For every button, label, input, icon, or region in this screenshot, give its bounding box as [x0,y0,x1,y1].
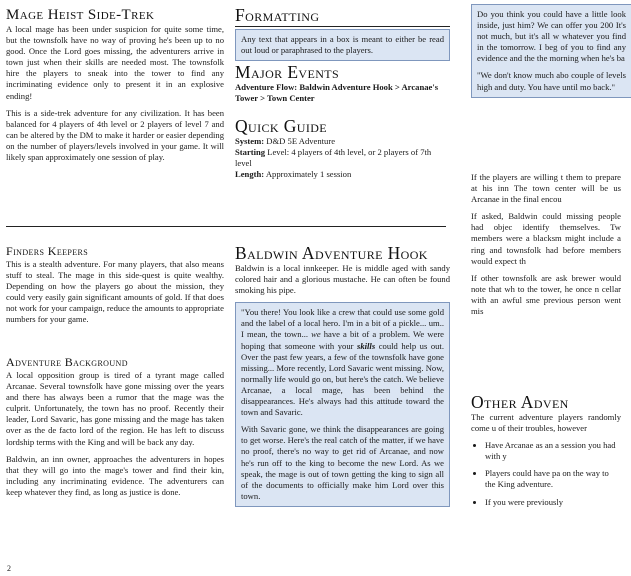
finders-keepers-text: This is a stealth adventure. For many players, that also means stuff to steal. The mage in this side-quest is quite wealthy. Depending on how the players go about the mission, they could very easily gain significant amounts of gold. If that does not work for your campaign, reduce the amounts to appropriate numbers for your game. [6,259,224,325]
quick-guide-title: Quick Guide [235,116,328,136]
finders-keepers-title: Finders Keepers [6,244,89,258]
adventure-background-p1: A local opposition group is tired of a tyrant mage called Arcanae. Several townsfolk have gone missing over the years and there has always been a rumor that the mage was the culprit. Unfortunately, the town has no proof. Recently their leader, Lord Savaric, has gone missing and the mage has taken over as the de facto lord of the region. He has left to discuss lordship terms with the King and will be back any day. [6,370,224,447]
adventure-background-title: Adventure Background [6,355,128,369]
formatting-box-text: Any text that appears in a box is meant to either be read out loud or paraphrased to the players. [241,34,444,56]
formatting-section [235,5,450,61]
baldwin-hook-text: Baldwin is a local innkeeper. He is middle aged with sandy colored hair and a glorious mustache. He can often be found smoking his pipe. [235,263,450,296]
baldwin-hook-section [235,243,450,507]
major-events-section [235,62,450,110]
baldwin-box-p1-c: could help us out. Over the past few years, a few of the townsfolk have gone missing... More recently, Lord Savaric went missing. Now, normally life would go on, but here's the catch. We believe Arcanae, a local mage, has been behind the disappearances. He's always had this attitude toward the town and Savaric. [241,340,444,418]
quick-system-label: System: [235,136,265,146]
right-p3: If other townsfolk are ask brewer would note that wh to the tower, he once n cellar with an awful sme previous person went mis [471,272,621,317]
quick-guide-length [235,169,450,180]
other-adventures-text: The current adventure players randomly come u of their troubles, however [471,412,621,434]
major-events-flow-text: Baldwin Adventure Hook > Arcanae's Tower > Town Center [235,82,439,104]
column-right-cropped [471,0,626,576]
formatting-title: Formatting [235,5,320,25]
adventure-background-section [6,355,224,504]
quick-length-label: Length: [235,169,265,180]
major-events-label: Adventure Flow: [235,82,298,92]
page-number: 2 [7,564,11,573]
baldwin-box-p2: With Savaric gone, we think the disappearances are going to get worse. Here's the real catch of the matter, if we have no proof, there's no way to get rid of Arcanae, and now he's run off to the king to become the new Lord. As we speak, the mage is out of town getting the king to sign all of the documents to officially make him Lord over this town. [241,424,444,501]
list-item: • If you were previously [485,497,621,508]
section-divider [6,226,446,227]
adventure-background-p2: Baldwin, an inn owner, approaches the adventurers in hopes that they will go into the mage's tower and find their kin, including any incriminating evidence. The adventurers can keep whatever they find, as long as justice is done. [6,453,224,497]
formatting-box [235,29,450,61]
list-item: • Have Arcanae as an a session you had with y [485,440,621,462]
baldwin-box-skills: skills [357,340,376,351]
quick-guide-starting [235,147,450,169]
right-read-aloud-box [471,4,631,98]
quick-guide-section [235,116,450,180]
right-box-p1: Do you think you could have a little look inside, just him? We can offer you 200 It's not much, but it's all w whatever you find in the tomorrow. I beg of you to find any evidence and the the morning when he's ba [477,9,626,64]
right-p1: If the players are willing t them to prepare at his inn The town center will be us Arcanae in the final encou [471,172,621,205]
other-adventures-list [471,440,621,507]
finders-keepers-section [6,244,224,332]
baldwin-box-p1-a: "You there! You look like a crew that could use some gold and the label of a local hero. I'm in a bit of a pickle... um.. I mean, the town... [241,307,444,340]
quick-length-value: Approximately 1 session [265,169,352,180]
mage-heist-balance: This is a side-trek adventure for any civilization. It has been balanced for 4 players of 4th level or 2 players of level 7 and can be altered by the DM to make it harder or easier depending on the number of players/levels involved in your game. It will likely span approximately one session of play. [6,107,224,163]
quick-system-value: D&D 5E Adventure [266,136,336,146]
other-adventures-section [471,392,621,514]
baldwin-box-p1 [241,307,444,418]
major-events-title: Major Events [235,62,340,82]
mage-heist-intro: A local mage has been under suspicion for quite some time, but the townsfolk have no way of proving he's been up to no good. Once the Lord goes missing, the adventurers arrive in town just when their skills are needed most. The townsfolk hire the players to sneak into the tower to find any incriminating evidence only to present it in an explosive ending! [6,24,224,101]
list-item: • Players could have pa on the way to the King adventure. [485,468,621,490]
formatting-underline [235,26,450,27]
right-p2: If asked, Baldwin could missing people had objec identify themselves. Tw members were a blacksm might include a ring and townsfolk had before members would expect th [471,211,621,266]
quick-starting-label: Starting [235,147,266,158]
quick-starting-value: Level: 4 players of 4th level, or 2 players of 7th level [235,147,432,169]
major-events-flow [235,82,450,104]
baldwin-box-p1-b: have a bit of a problem. We were hoping that someone with your [241,329,444,351]
mage-heist-section [6,7,224,169]
right-box [471,4,631,98]
right-text-block [471,172,621,323]
mage-heist-title: Mage Heist Side-Trek [6,7,155,23]
baldwin-hook-title: Baldwin Adventure Hook [235,243,428,263]
other-adventures-title: Other Adven [471,392,569,412]
baldwin-read-aloud-box [235,302,450,507]
quick-guide-system [235,136,450,147]
baldwin-box-we: we [311,329,321,340]
right-box-p2: "We don't know much abo couple of levels high and duty. You have until mo back." [477,70,626,92]
